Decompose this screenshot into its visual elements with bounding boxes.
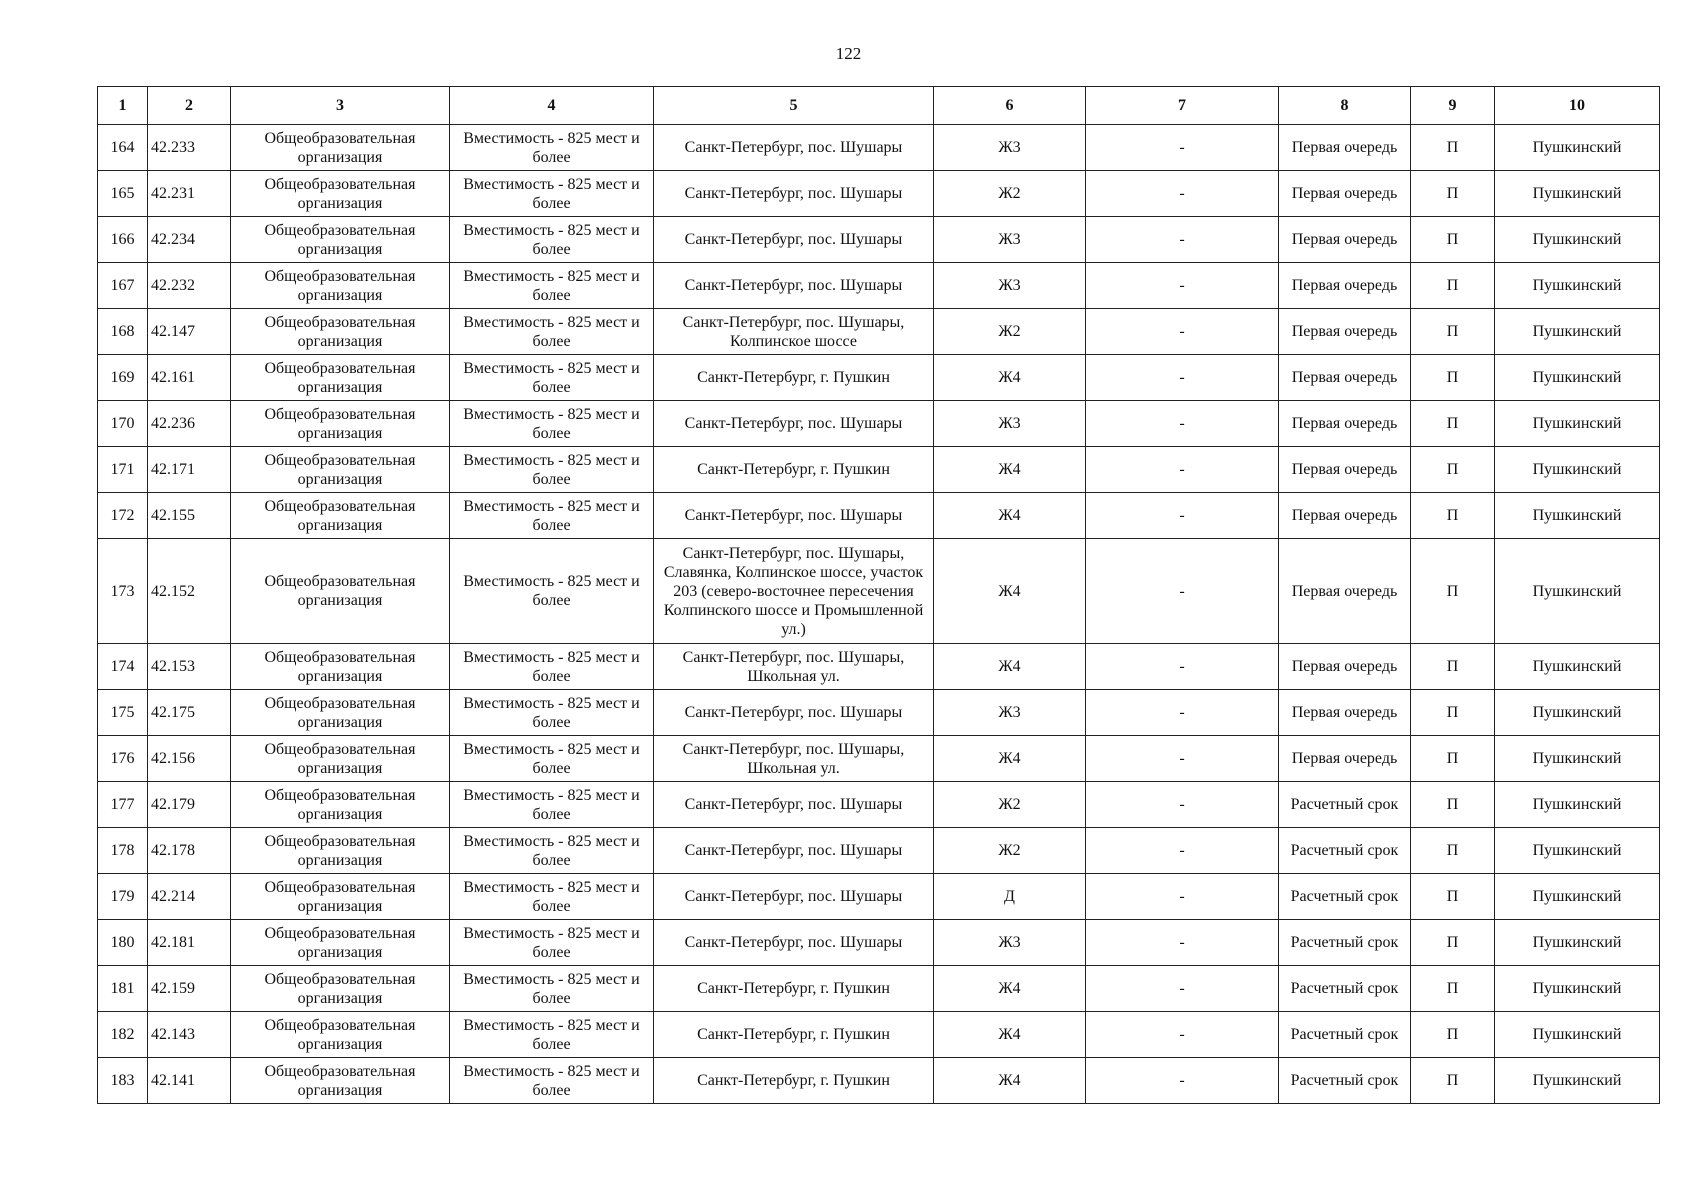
column-7-cell: -	[1086, 874, 1279, 920]
capacity-cell: Вместимость - 825 мест и более	[450, 309, 654, 355]
address-cell: Санкт-Петербург, г. Пушкин	[654, 355, 934, 401]
row-number-cell: 164	[98, 125, 148, 171]
object-type-cell: Общеобразовательная организация	[231, 920, 450, 966]
stage-cell: Расчетный срок	[1279, 920, 1411, 966]
column-9-cell: П	[1411, 690, 1495, 736]
column-7-cell: -	[1086, 644, 1279, 690]
column-9-cell: П	[1411, 355, 1495, 401]
table-row	[98, 309, 1660, 355]
address-cell: Санкт-Петербург, пос. Шушары	[654, 263, 934, 309]
column-header: 7	[1086, 87, 1279, 125]
object-code-cell: 42.214	[148, 874, 231, 920]
object-code-cell: 42.179	[148, 782, 231, 828]
column-9-cell: П	[1411, 1012, 1495, 1058]
column-header: 2	[148, 87, 231, 125]
table-row	[98, 401, 1660, 447]
stage-cell: Расчетный срок	[1279, 874, 1411, 920]
address-cell: Санкт-Петербург, пос. Шушары	[654, 125, 934, 171]
stage-cell: Первая очередь	[1279, 263, 1411, 309]
table-body	[98, 125, 1660, 1104]
zone-cell: Ж3	[934, 217, 1086, 263]
table-row	[98, 171, 1660, 217]
capacity-cell: Вместимость - 825 мест и более	[450, 644, 654, 690]
object-type-cell: Общеобразовательная организация	[231, 690, 450, 736]
column-9-cell: П	[1411, 782, 1495, 828]
zone-cell: Ж4	[934, 644, 1086, 690]
table-row	[98, 493, 1660, 539]
district-cell: Пушкинский	[1495, 447, 1660, 493]
capacity-cell: Вместимость - 825 мест и более	[450, 874, 654, 920]
object-code-cell: 42.159	[148, 966, 231, 1012]
zone-cell: Ж4	[934, 1012, 1086, 1058]
column-9-cell: П	[1411, 874, 1495, 920]
column-7-cell: -	[1086, 493, 1279, 539]
table-row	[98, 920, 1660, 966]
stage-cell: Расчетный срок	[1279, 966, 1411, 1012]
object-type-cell: Общеобразовательная организация	[231, 782, 450, 828]
column-header: 5	[654, 87, 934, 125]
object-code-cell: 42.175	[148, 690, 231, 736]
column-9-cell: П	[1411, 217, 1495, 263]
zone-cell: Ж4	[934, 355, 1086, 401]
address-cell: Санкт-Петербург, пос. Шушары	[654, 401, 934, 447]
row-number-cell: 183	[98, 1058, 148, 1104]
column-9-cell: П	[1411, 125, 1495, 171]
object-type-cell: Общеобразовательная организация	[231, 1012, 450, 1058]
district-cell: Пушкинский	[1495, 828, 1660, 874]
table-row	[98, 782, 1660, 828]
object-code-cell: 42.143	[148, 1012, 231, 1058]
column-header: 1	[98, 87, 148, 125]
zone-cell: Ж3	[934, 401, 1086, 447]
column-9-cell: П	[1411, 966, 1495, 1012]
district-cell: Пушкинский	[1495, 644, 1660, 690]
column-7-cell: -	[1086, 217, 1279, 263]
address-cell: Санкт-Петербург, пос. Шушары	[654, 828, 934, 874]
table-row	[98, 217, 1660, 263]
district-cell: Пушкинский	[1495, 125, 1660, 171]
object-code-cell: 42.233	[148, 125, 231, 171]
object-type-cell: Общеобразовательная организация	[231, 828, 450, 874]
stage-cell: Первая очередь	[1279, 125, 1411, 171]
district-cell: Пушкинский	[1495, 1012, 1660, 1058]
column-header: 9	[1411, 87, 1495, 125]
address-cell: Санкт-Петербург, пос. Шушары	[654, 782, 934, 828]
object-type-cell: Общеобразовательная организация	[231, 401, 450, 447]
address-cell: Санкт-Петербург, пос. Шушары	[654, 920, 934, 966]
object-code-cell: 42.147	[148, 309, 231, 355]
zone-cell: Ж4	[934, 736, 1086, 782]
stage-cell: Первая очередь	[1279, 355, 1411, 401]
zone-cell: Ж4	[934, 966, 1086, 1012]
column-7-cell: -	[1086, 920, 1279, 966]
row-number-cell: 168	[98, 309, 148, 355]
object-type-cell: Общеобразовательная организация	[231, 1058, 450, 1104]
address-cell: Санкт-Петербург, г. Пушкин	[654, 1058, 934, 1104]
address-cell: Санкт-Петербург, пос. Шушары	[654, 874, 934, 920]
object-code-cell: 42.155	[148, 493, 231, 539]
district-cell: Пушкинский	[1495, 493, 1660, 539]
stage-cell: Первая очередь	[1279, 447, 1411, 493]
object-code-cell: 42.153	[148, 644, 231, 690]
capacity-cell: Вместимость - 825 мест и более	[450, 171, 654, 217]
object-code-cell: 42.171	[148, 447, 231, 493]
stage-cell: Первая очередь	[1279, 493, 1411, 539]
row-number-cell: 167	[98, 263, 148, 309]
zone-cell: Ж4	[934, 539, 1086, 644]
stage-cell: Расчетный срок	[1279, 1058, 1411, 1104]
stage-cell: Расчетный срок	[1279, 1012, 1411, 1058]
zone-cell: Ж3	[934, 263, 1086, 309]
object-code-cell: 42.231	[148, 171, 231, 217]
zone-cell: Ж4	[934, 493, 1086, 539]
column-header: 10	[1495, 87, 1660, 125]
address-cell: Санкт-Петербург, пос. Шушары, Колпинское шоссе	[654, 309, 934, 355]
zone-cell: Ж2	[934, 828, 1086, 874]
table-row	[98, 263, 1660, 309]
zone-cell: Ж4	[934, 447, 1086, 493]
row-number-cell: 178	[98, 828, 148, 874]
object-type-cell: Общеобразовательная организация	[231, 171, 450, 217]
object-type-cell: Общеобразовательная организация	[231, 493, 450, 539]
column-7-cell: -	[1086, 355, 1279, 401]
capacity-cell: Вместимость - 825 мест и более	[450, 217, 654, 263]
capacity-cell: Вместимость - 825 мест и более	[450, 493, 654, 539]
row-number-cell: 169	[98, 355, 148, 401]
stage-cell: Первая очередь	[1279, 539, 1411, 644]
row-number-cell: 174	[98, 644, 148, 690]
address-cell: Санкт-Петербург, г. Пушкин	[654, 447, 934, 493]
zone-cell: Ж3	[934, 690, 1086, 736]
table-row	[98, 736, 1660, 782]
address-cell: Санкт-Петербург, г. Пушкин	[654, 1012, 934, 1058]
column-9-cell: П	[1411, 401, 1495, 447]
capacity-cell: Вместимость - 825 мест и более	[450, 447, 654, 493]
row-number-cell: 179	[98, 874, 148, 920]
column-7-cell: -	[1086, 1012, 1279, 1058]
object-code-cell: 42.236	[148, 401, 231, 447]
address-cell: Санкт-Петербург, пос. Шушары	[654, 493, 934, 539]
object-code-cell: 42.232	[148, 263, 231, 309]
capacity-cell: Вместимость - 825 мест и более	[450, 690, 654, 736]
zone-cell: Ж4	[934, 1058, 1086, 1104]
address-cell: Санкт-Петербург, г. Пушкин	[654, 966, 934, 1012]
stage-cell: Первая очередь	[1279, 309, 1411, 355]
table-row	[98, 828, 1660, 874]
address-cell: Санкт-Петербург, пос. Шушары, Славянка, Колпинское шоссе, участок 203 (северо-восточнее пересечения Колпинского шоссе и Промышленной ул.)	[654, 539, 934, 644]
column-7-cell: -	[1086, 125, 1279, 171]
object-code-cell: 42.156	[148, 736, 231, 782]
table-row	[98, 874, 1660, 920]
column-9-cell: П	[1411, 736, 1495, 782]
district-cell: Пушкинский	[1495, 690, 1660, 736]
column-7-cell: -	[1086, 828, 1279, 874]
district-cell: Пушкинский	[1495, 782, 1660, 828]
object-code-cell: 42.161	[148, 355, 231, 401]
row-number-cell: 181	[98, 966, 148, 1012]
row-number-cell: 166	[98, 217, 148, 263]
zone-cell: Ж2	[934, 782, 1086, 828]
data-table	[97, 86, 1660, 1104]
column-9-cell: П	[1411, 1058, 1495, 1104]
column-7-cell: -	[1086, 309, 1279, 355]
table-row	[98, 1058, 1660, 1104]
object-type-cell: Общеобразовательная организация	[231, 217, 450, 263]
object-type-cell: Общеобразовательная организация	[231, 644, 450, 690]
capacity-cell: Вместимость - 825 мест и более	[450, 782, 654, 828]
object-code-cell: 42.152	[148, 539, 231, 644]
capacity-cell: Вместимость - 825 мест и более	[450, 828, 654, 874]
object-type-cell: Общеобразовательная организация	[231, 263, 450, 309]
object-type-cell: Общеобразовательная организация	[231, 355, 450, 401]
capacity-cell: Вместимость - 825 мест и более	[450, 1012, 654, 1058]
row-number-cell: 176	[98, 736, 148, 782]
row-number-cell: 177	[98, 782, 148, 828]
column-9-cell: П	[1411, 539, 1495, 644]
object-code-cell: 42.141	[148, 1058, 231, 1104]
capacity-cell: Вместимость - 825 мест и более	[450, 736, 654, 782]
stage-cell: Первая очередь	[1279, 690, 1411, 736]
zone-cell: Д	[934, 874, 1086, 920]
object-type-cell: Общеобразовательная организация	[231, 447, 450, 493]
stage-cell: Первая очередь	[1279, 171, 1411, 217]
district-cell: Пушкинский	[1495, 966, 1660, 1012]
page-number: 122	[835, 44, 862, 63]
stage-cell: Расчетный срок	[1279, 828, 1411, 874]
column-header: 3	[231, 87, 450, 125]
district-cell: Пушкинский	[1495, 736, 1660, 782]
address-cell: Санкт-Петербург, пос. Шушары	[654, 171, 934, 217]
column-9-cell: П	[1411, 171, 1495, 217]
row-number-cell: 171	[98, 447, 148, 493]
object-code-cell: 42.234	[148, 217, 231, 263]
capacity-cell: Вместимость - 825 мест и более	[450, 920, 654, 966]
row-number-cell: 175	[98, 690, 148, 736]
district-cell: Пушкинский	[1495, 171, 1660, 217]
address-cell: Санкт-Петербург, пос. Шушары, Школьная ул.	[654, 644, 934, 690]
object-type-cell: Общеобразовательная организация	[231, 309, 450, 355]
table-row	[98, 690, 1660, 736]
row-number-cell: 172	[98, 493, 148, 539]
column-9-cell: П	[1411, 828, 1495, 874]
capacity-cell: Вместимость - 825 мест и более	[450, 355, 654, 401]
column-7-cell: -	[1086, 447, 1279, 493]
object-type-cell: Общеобразовательная организация	[231, 966, 450, 1012]
table-row	[98, 539, 1660, 644]
table-row	[98, 447, 1660, 493]
address-cell: Санкт-Петербург, пос. Шушары	[654, 690, 934, 736]
column-header: 4	[450, 87, 654, 125]
zone-cell: Ж3	[934, 125, 1086, 171]
address-cell: Санкт-Петербург, пос. Шушары, Школьная ул.	[654, 736, 934, 782]
capacity-cell: Вместимость - 825 мест и более	[450, 401, 654, 447]
stage-cell: Первая очередь	[1279, 644, 1411, 690]
object-type-cell: Общеобразовательная организация	[231, 874, 450, 920]
column-7-cell: -	[1086, 263, 1279, 309]
stage-cell: Первая очередь	[1279, 736, 1411, 782]
table-row	[98, 125, 1660, 171]
object-code-cell: 42.178	[148, 828, 231, 874]
column-7-cell: -	[1086, 736, 1279, 782]
table-row	[98, 966, 1660, 1012]
capacity-cell: Вместимость - 825 мест и более	[450, 1058, 654, 1104]
row-number-cell: 170	[98, 401, 148, 447]
capacity-cell: Вместимость - 825 мест и более	[450, 125, 654, 171]
column-9-cell: П	[1411, 920, 1495, 966]
column-header: 8	[1279, 87, 1411, 125]
table-row	[98, 644, 1660, 690]
district-cell: Пушкинский	[1495, 539, 1660, 644]
table-header-row	[98, 87, 1660, 125]
column-9-cell: П	[1411, 309, 1495, 355]
column-9-cell: П	[1411, 263, 1495, 309]
row-number-cell: 182	[98, 1012, 148, 1058]
district-cell: Пушкинский	[1495, 217, 1660, 263]
stage-cell: Первая очередь	[1279, 217, 1411, 263]
district-cell: Пушкинский	[1495, 874, 1660, 920]
column-9-cell: П	[1411, 493, 1495, 539]
table-row	[98, 1012, 1660, 1058]
district-cell: Пушкинский	[1495, 1058, 1660, 1104]
column-header: 6	[934, 87, 1086, 125]
object-type-cell: Общеобразовательная организация	[231, 125, 450, 171]
row-number-cell: 173	[98, 539, 148, 644]
address-cell: Санкт-Петербург, пос. Шушары	[654, 217, 934, 263]
column-7-cell: -	[1086, 782, 1279, 828]
object-type-cell: Общеобразовательная организация	[231, 736, 450, 782]
district-cell: Пушкинский	[1495, 355, 1660, 401]
table-row	[98, 355, 1660, 401]
district-cell: Пушкинский	[1495, 401, 1660, 447]
zone-cell: Ж2	[934, 309, 1086, 355]
district-cell: Пушкинский	[1495, 920, 1660, 966]
stage-cell: Расчетный срок	[1279, 782, 1411, 828]
capacity-cell: Вместимость - 825 мест и более	[450, 539, 654, 644]
column-7-cell: -	[1086, 690, 1279, 736]
column-7-cell: -	[1086, 171, 1279, 217]
district-cell: Пушкинский	[1495, 309, 1660, 355]
row-number-cell: 165	[98, 171, 148, 217]
column-7-cell: -	[1086, 401, 1279, 447]
capacity-cell: Вместимость - 825 мест и более	[450, 263, 654, 309]
zone-cell: Ж3	[934, 920, 1086, 966]
column-9-cell: П	[1411, 644, 1495, 690]
column-7-cell: -	[1086, 966, 1279, 1012]
district-cell: Пушкинский	[1495, 263, 1660, 309]
capacity-cell: Вместимость - 825 мест и более	[450, 966, 654, 1012]
object-type-cell: Общеобразовательная организация	[231, 539, 450, 644]
row-number-cell: 180	[98, 920, 148, 966]
column-9-cell: П	[1411, 447, 1495, 493]
column-7-cell: -	[1086, 1058, 1279, 1104]
object-code-cell: 42.181	[148, 920, 231, 966]
zone-cell: Ж2	[934, 171, 1086, 217]
column-7-cell: -	[1086, 539, 1279, 644]
stage-cell: Первая очередь	[1279, 401, 1411, 447]
